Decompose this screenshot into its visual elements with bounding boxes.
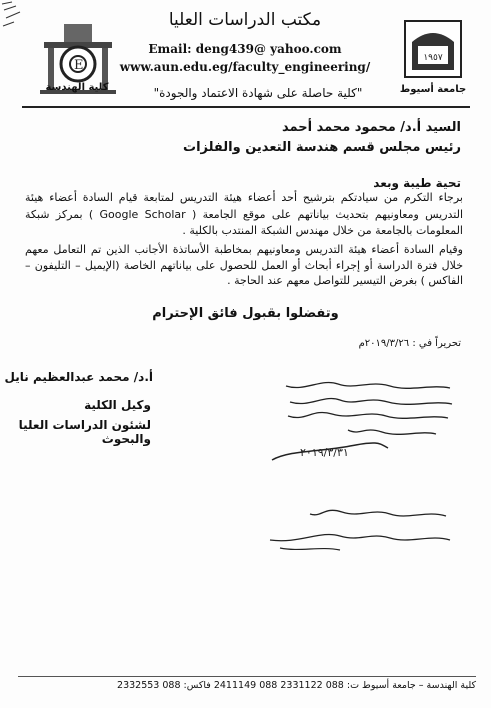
recipient-name: السيد أ.د/ محمود محمد أحمد: [282, 120, 461, 135]
recipient-title: رئيس مجلس قسم هندسة التعدين والفلزات: [183, 140, 461, 155]
office-email: Email: deng439@ yahoo.com: [148, 42, 342, 56]
handwritten-note-icon: [250, 500, 460, 560]
signatory-role: وكيل الكلية: [84, 398, 151, 412]
handwritten-annotation-icon: [260, 364, 460, 474]
accreditation-statement: "كلية حاصلة على شهادة الاعتماد والجودة": [153, 86, 363, 100]
faculty-logo-caption: كلية الهندسة: [45, 82, 109, 93]
faculty-website: www.aun.edu.eg/faculty_engineering/: [119, 60, 371, 74]
footer-divider: [18, 676, 476, 677]
university-logo-caption: جامعة أسيوط: [399, 84, 467, 95]
body-paragraph-1: برجاء التكرم من سيادتكم بترشيح أحد أعضاء هيئة التدريس لمتابعة قيام السادة أعضاء هيئة التدريس ومعاونيهم بتحديث بياناتهم على موقع الجامعة ( Google Scholar ) بمركز شبكة المعلومات بالجامعة من خلال مهندس الشبكة المنتدب بالكلية .: [25, 191, 464, 237]
signatory-department: لشئون الدراسات العليا والبحوث: [18, 418, 151, 446]
svg-text:E: E: [74, 58, 84, 73]
issue-date: تحريراً في : ٢٠١٩/٣/٢٦م: [358, 338, 461, 349]
closing-line: وتفضلوا بقبول فائق الإحترام: [152, 306, 339, 321]
signatory-name: أ.د/ محمد عبدالعظيم نايل: [4, 370, 153, 384]
office-title: مكتب الدراسات العليا: [168, 10, 322, 30]
footer-contact: كلية الهندسة – جامعة أسيوط ت: 088 2331122 088 2411149 فاكس: 088 2332553: [117, 680, 476, 691]
greeting: تحية طيبة وبعد: [373, 176, 461, 190]
svg-text:٢٠١٩/٣/٣١: ٢٠١٩/٣/٣١: [300, 446, 349, 459]
svg-text:١٩٥٧: ١٩٥٧: [423, 53, 443, 63]
header-divider: [22, 106, 470, 108]
body-paragraph-2: وقيام السادة أعضاء هيئة التدريس ومعاونيهم بمخاطبة الأساتذة الأجانب الذين تم التعامل معهم خلال فترة الدراسة أو إجراء أبحاث أو العمل للحصول على بياناتهم الخاصة (الإيميل – التليفون – الفاكس ) بغرض التيسير للتواصل معهم عند الحاجة .: [25, 243, 463, 287]
corner-handwriting-mark: [0, 0, 30, 40]
university-logo-icon: [404, 20, 462, 78]
